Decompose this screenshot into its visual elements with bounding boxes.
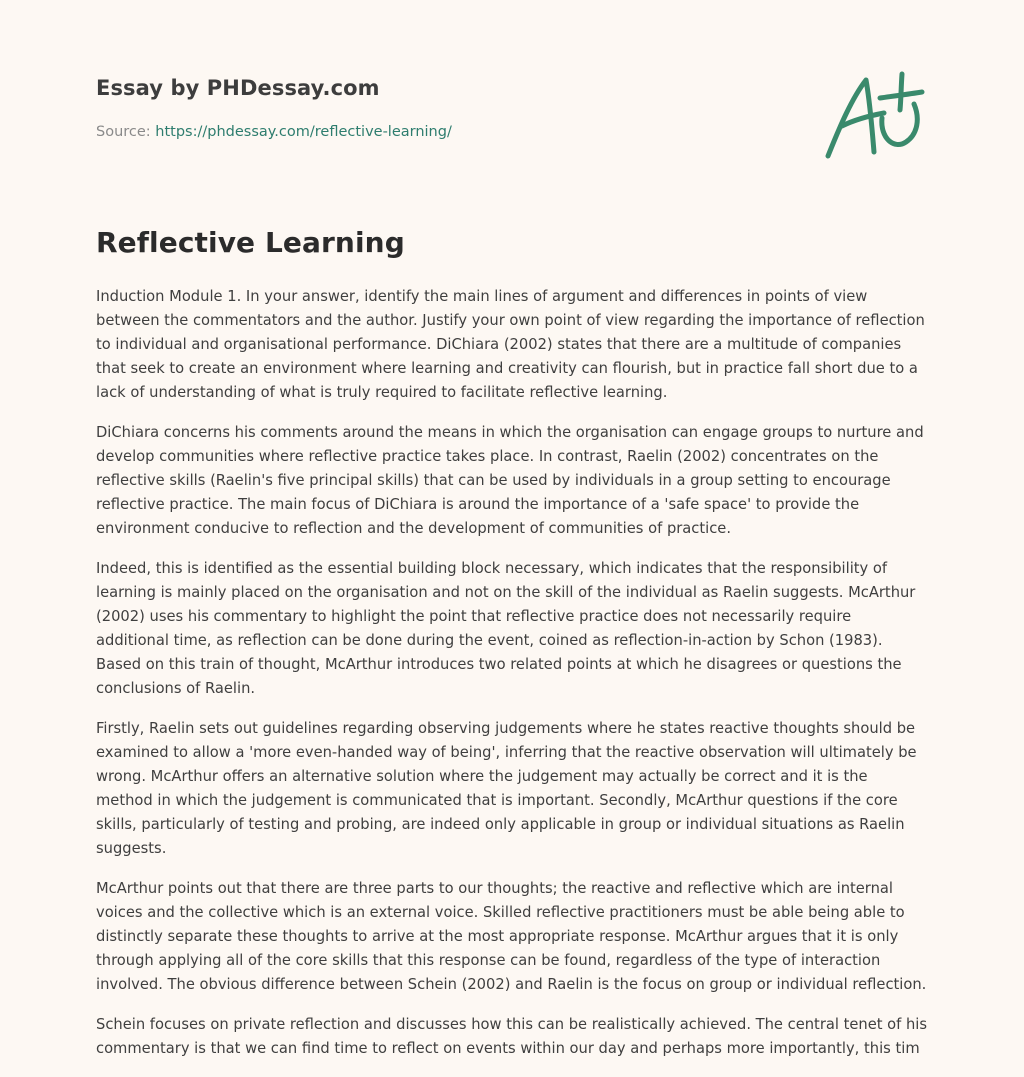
page-header: [96, 0, 928, 200]
source-line: [96, 124, 452, 140]
essay-page: [96, 0, 928, 1057]
a-plus-logo-icon: [822, 68, 926, 164]
essay-paragraph: Induction Module 1. In your answer, identify the main lines of argument and differences in points of view between the commentators and the author. Justify your own point of view regarding the importance of reflection to individual and organisational performance. DiChiara (2002) states that there are a multitude of companies that seek to create an environment where learning and creativity can flourish, but in practice fall short due to a lack of understanding of what is truly required to facilitate reflective learning.: [96, 288, 925, 401]
essay-paragraph: DiChiara concerns his comments around the means in which the organisation can engage groups to nurture and develop communities where reflective practice takes place. In contrast, Raelin (2002) concentrates on the reflective skills (Raelin's five principal skills) that can be used by individuals in a group setting to encourage reflective practice. The main focus of DiChiara is around the importance of a 'safe space' to provide the environment conducive to reflection and the development of communities of practice.: [96, 424, 924, 537]
essay-paragraph: Firstly, Raelin sets out guidelines regarding observing judgements where he states reactive thoughts should be examined to allow a 'more even-handed way of being', inferring that the reactive observation will ultimately be wrong. McArthur offers an alternative solution where the judgement may actually be correct and it is the method in which the judgement is communicated that is important. Secondly, McArthur questions if the core skills, particularly of testing and probing, are indeed only applicable in group or individual situations as Raelin suggests.: [96, 720, 917, 857]
brand-title: Essay by PHDessay.com: [96, 76, 380, 100]
essay-paragraph: Indeed, this is identified as the essential building block necessary, which indicates that the responsibility of learning is mainly placed on the organisation and not on the skill of the individual as Raelin suggests. McArthur (2002) uses his commentary to highlight the point that reflective practice does not necessarily require additional time, as reflection can be done during the event, coined as reflection-in-action by Schon (1983). Based on this train of thought, McArthur introduces two related points at which he disagrees or questions the conclusions of Raelin.: [96, 560, 916, 697]
essay-paragraph: Schein focuses on private reflection and discusses how this can be realistically achieved. The central tenet of his commentary is that we can find time to reflect on events within our day and perhaps more importantly, this tim: [96, 1016, 928, 1057]
essay-paragraph: McArthur points out that there are three parts to our thoughts; the reactive and reflective which are internal voices and the collective which is an external voice. Skilled reflective practitioners must be able being able to distinctly separate these thoughts to arrive at the most appropriate response. McArthur argues that it is only through applying all of the core skills that this response can be found, regardless of the type of interaction involved. The obvious difference between Schein (2002) and Raelin is the focus on group or individual reflection.: [96, 880, 927, 993]
essay-body: [96, 285, 928, 1077]
source-link[interactable]: https://phdessay.com/reflective-learning/: [155, 124, 452, 140]
source-label: Source:: [96, 124, 151, 140]
essay-title: Reflective Learning: [96, 226, 405, 259]
